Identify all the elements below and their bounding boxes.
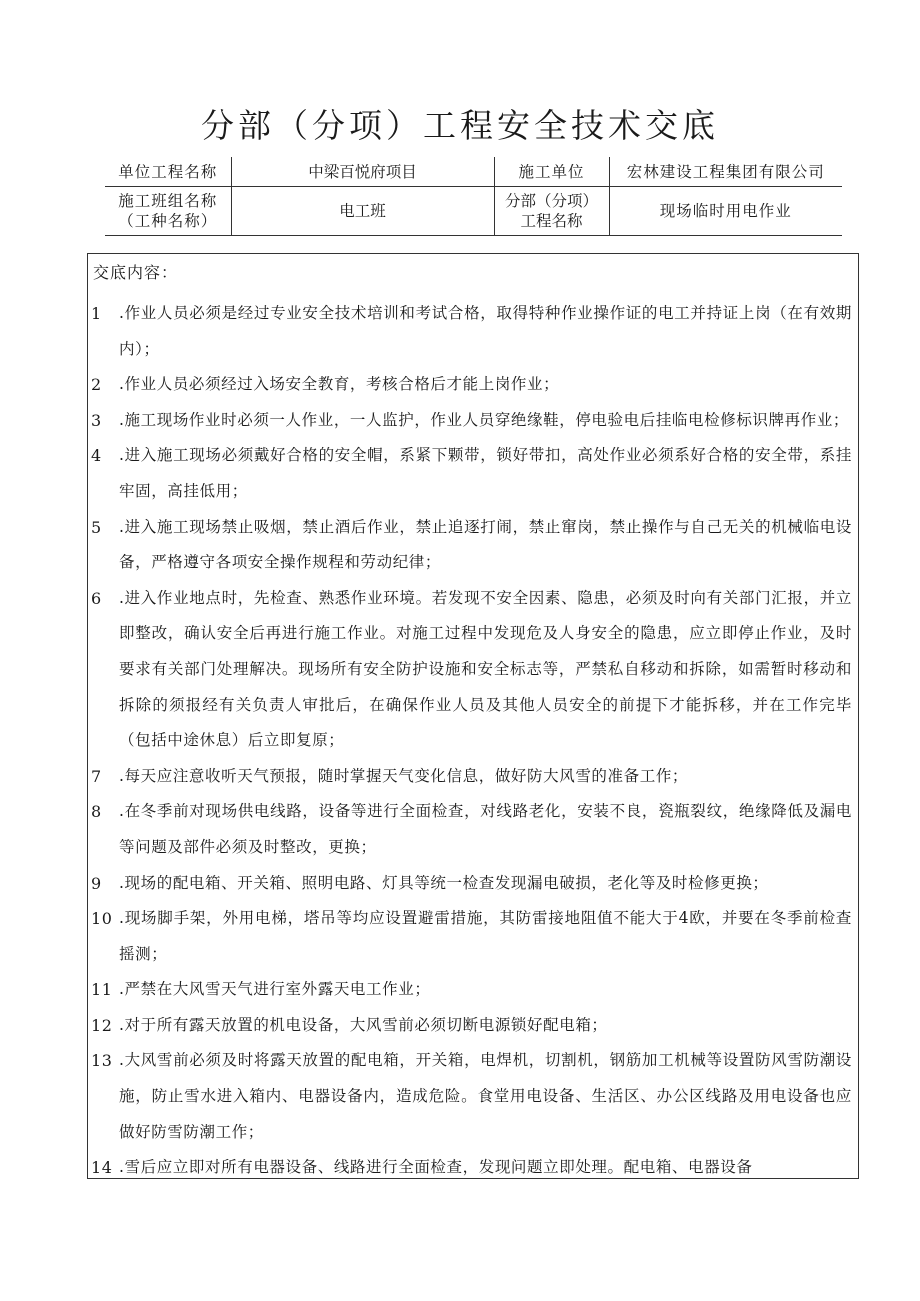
briefing-item [88,367,858,403]
briefing-item [88,1008,858,1044]
item-number: 1 [91,304,102,323]
item-text: .进入施工现场禁止吸烟，禁止酒后作业，禁止追逐打闹，禁止窜岗，禁止操作与自己无关的机械临电设备，严格遵守各项安全操作规程和劳动纪律； [119,517,852,572]
item-number: 3 [91,410,102,430]
item-text: .施工现场作业时必须一人作业，一人监护，作业人员穿绝缘鞋，停电验电后挂临电检修标识牌再作业； [119,410,850,429]
item-number: 4 [91,446,102,466]
item-number: 11 [91,980,113,1000]
briefing-content-label: 交底内容： [93,263,179,282]
item-text: .严禁在大风雪天气进行室外露天电工作业； [119,980,431,999]
item-text: .现场的配电箱、开关箱、照明电路、灯具等统一检查发现漏电破损，老化等及时检修更换； [119,873,769,892]
briefing-item [88,296,858,367]
item-text: .雪后应立即对所有电器设备、线路进行全面检查，发现问题立即处理。配电箱、电器设备 [119,1158,753,1177]
item-number: 2 [91,375,102,395]
item-text: .进入作业地点时，先检查、熟悉作业环境。若发现不安全因素、隐患，必须及时向有关部门汇报，并立即整改，确认安全后再进行施工作业。对施工过程中发现危及人身安全的隐患，应立即停止作业，及时要求有关部门处理解决。现场所有安全防护设施和安全标志等，严禁私自移动和拆除，如需暂时移动和拆除的须报经有关负责人审批后，在确保作业人员及其他人员安全的前提下才能拆移，并在工作完毕（包括中途休息）后立即复原； [119,588,852,750]
team-name-label-line2: （工种名称） [118,212,218,230]
document-title: 分部（分项）工程安全技术交底 [201,106,719,145]
construction-unit-value: 宏林建设工程集团有限公司 [609,157,842,187]
sub-project-value: 现场临时用电作业 [609,187,842,236]
briefing-item-list [88,296,858,1186]
briefing-content-box [87,253,859,1179]
unit-project-name-label: 单位工程名称 [105,157,231,187]
item-text: .现场脚手架，外用电梯，塔吊等均应设置避雷措施，其防雷接地阻值不能大于4欧，并要在冬季前检查摇测； [119,909,852,963]
sub-project-label-line2: 工程名称 [520,212,583,230]
project-info-table [105,157,842,236]
item-text: .大风雪前必须及时将露天放置的配电箱，开关箱，电焊机，切割机，钢筋加工机械等设置防风雪防潮设施，防止雪水进入箱内、电器设备内，造成危险。食堂用电设备、生活区、办公区线路及用电设备也应做好防雪防潮工作； [119,1051,852,1141]
info-row-1 [105,157,842,187]
sub-project-label [494,187,609,236]
briefing-item [88,581,858,759]
unit-project-name-value: 中梁百悦府项目 [231,157,494,187]
item-number: 9 [91,873,102,893]
item-text: .进入施工现场必须戴好合格的安全帽，系紧下颗带，锁好带扣，高处作业必须系好合格的安全带，系挂牢固，高挂低用； [119,446,852,500]
team-name-value: 电工班 [231,187,494,236]
briefing-item [88,1150,858,1186]
item-text: .每天应注意收听天气预报，随时掌握天气变化信息，做好防大风雪的准备工作； [119,766,689,785]
item-number: 8 [91,802,102,822]
item-number: 7 [91,766,102,786]
briefing-item [88,438,858,509]
team-name-label-line1: 施工班组名称 [118,192,218,210]
item-number: 5 [91,517,102,537]
item-number: 6 [91,588,102,608]
construction-unit-label: 施工单位 [494,157,609,187]
briefing-item [88,866,858,902]
item-number: 10 [91,909,113,929]
item-text: .在冬季前对现场供电线路，设备等进行全面检查，对线路老化，安装不良，瓷瓶裂纹，绝缘降低及漏电等问题及部件必须及时整改，更换； [119,802,852,856]
item-text: .对于所有露天放置的机电设备，大风雪前必须切断电源锁好配电箱； [119,1015,608,1034]
item-number: 12 [91,1015,113,1035]
sub-project-label-line1: 分部（分项） [504,192,598,210]
item-number: 13 [91,1051,113,1071]
briefing-item [88,759,858,795]
item-number: 14 [91,1158,113,1178]
team-name-label [105,187,231,236]
briefing-item [88,510,858,581]
item-text: .作业人员必须是经过专业安全技术培训和考试合格，取得特种作业操作证的电工并持证上岗（在有效期内）； [119,304,852,358]
info-row-2 [105,187,842,236]
briefing-item [88,901,858,972]
briefing-item [88,972,858,1008]
briefing-item [88,794,858,865]
item-text: .作业人员必须经过入场安全教育，考核合格后才能上岗作业； [119,375,560,394]
briefing-item [88,1043,858,1150]
briefing-item [88,403,858,439]
